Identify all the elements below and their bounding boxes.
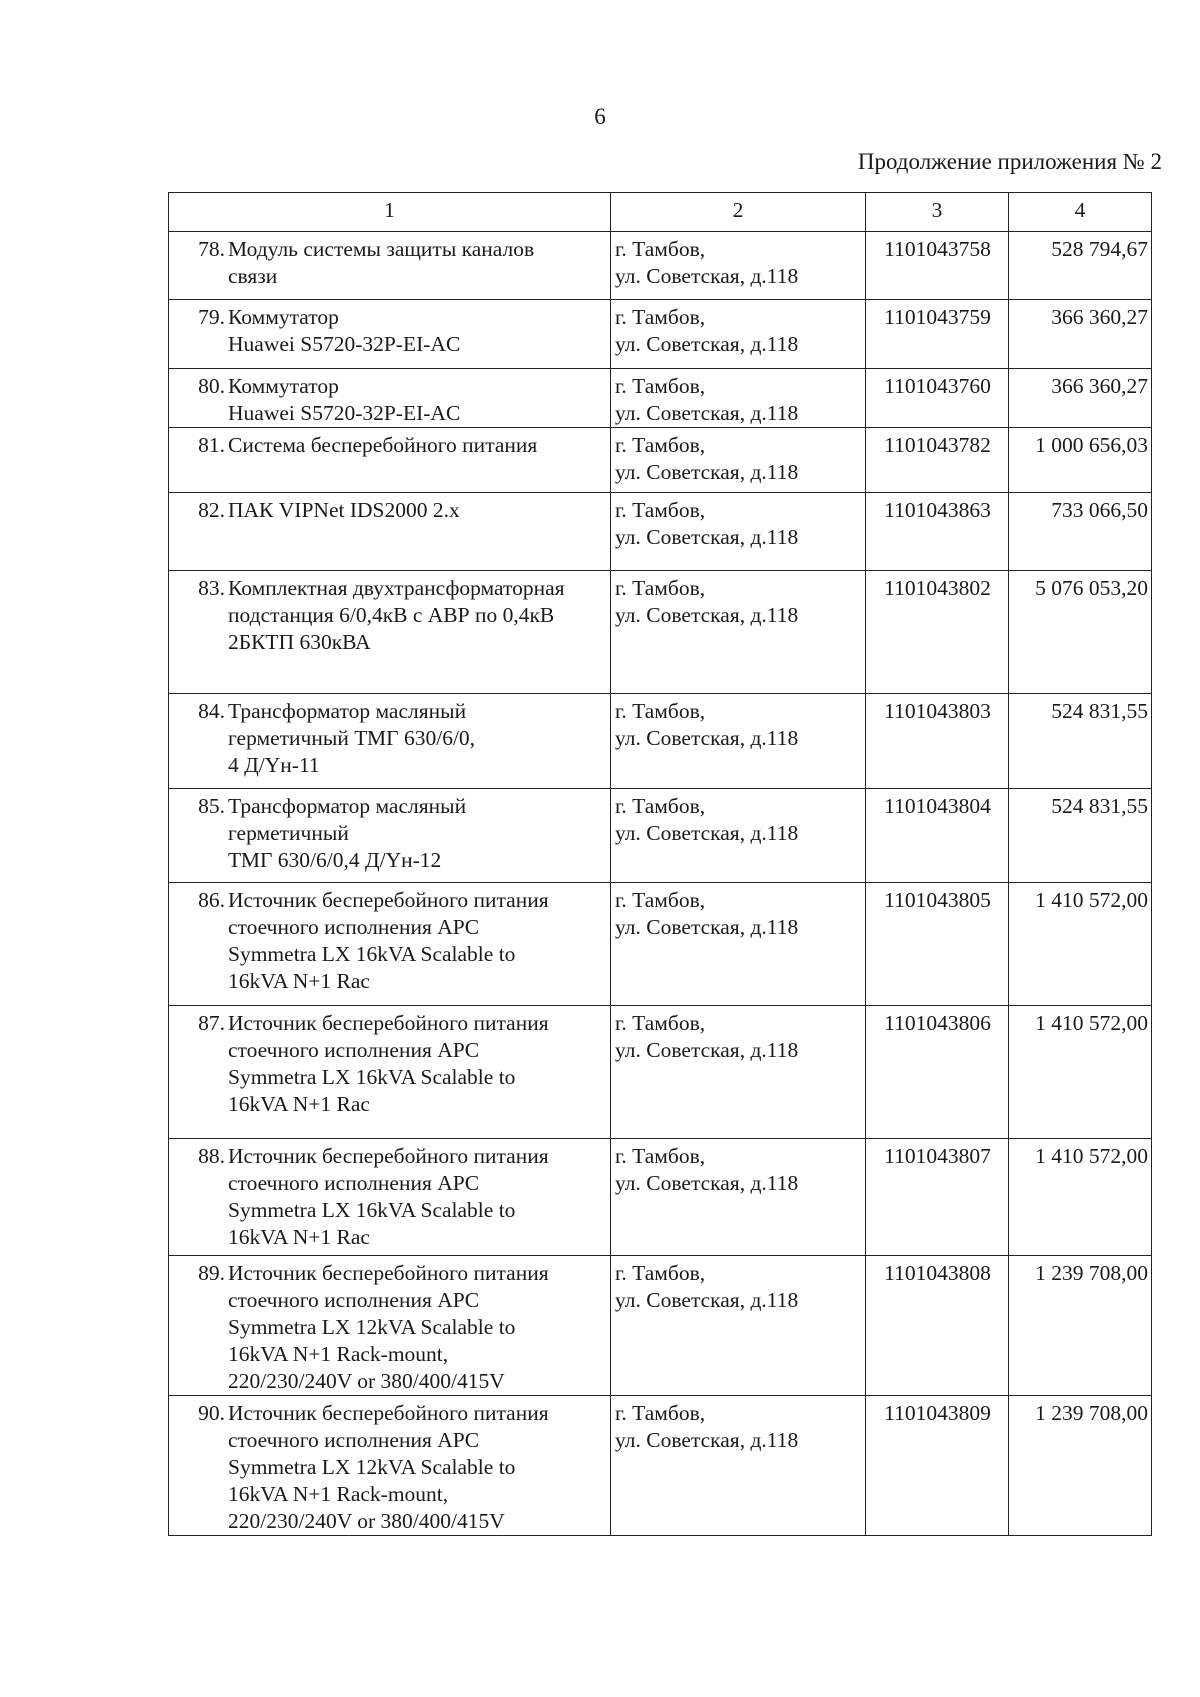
item-name: Источник бесперебойного питания стоечного исполнения APC Symmetra LX 12kVA Scalable to 16kVA N+1 Rack-mount, 220/230/240V or 380/400/415V [228, 1261, 549, 1393]
continuation-title: Продолжение приложения № 2 [857, 149, 1162, 174]
item-address: г. Тамбов, ул. Советская, д.118 [611, 428, 866, 493]
item-number: 84. [198, 699, 225, 723]
item-number: 88. [198, 1144, 225, 1168]
item-name-cell [169, 428, 611, 493]
header-col-1: 1 [169, 193, 611, 232]
inventory-number: 1101043804 [866, 789, 1009, 883]
item-name: Источник бесперебойного питания стоечного исполнения APC Symmetra LX 16kVA Scalable to 16kVA N+1 Rac [228, 888, 549, 993]
item-name: Источник бесперебойного питания стоечного исполнения APC Symmetra LX 16kVA Scalable to 16kVA N+1 Rac [228, 1144, 549, 1249]
inventory-number: 1101043863 [866, 493, 1009, 571]
item-address: г. Тамбов, ул. Советская, д.118 [611, 883, 866, 1006]
item-name-cell [169, 493, 611, 571]
page-number: 6 [594, 104, 606, 129]
header-col-4: 4 [1009, 193, 1152, 232]
item-name: Источник бесперебойного питания стоечного исполнения APC Symmetra LX 16kVA Scalable to 16kVA N+1 Rac [228, 1011, 549, 1116]
item-address: г. Тамбов, ул. Советская, д.118 [611, 493, 866, 571]
inventory-number: 1101043806 [866, 1006, 1009, 1139]
table-row [169, 493, 1152, 571]
inventory-number: 1101043782 [866, 428, 1009, 493]
item-cost: 1 239 708,00 [1009, 1396, 1152, 1536]
item-cost: 1 000 656,03 [1009, 428, 1152, 493]
item-cost: 524 831,55 [1009, 694, 1152, 789]
inventory-number: 1101043758 [866, 232, 1009, 300]
table-row [169, 1256, 1152, 1396]
item-name-cell [169, 883, 611, 1006]
table-row [169, 428, 1152, 493]
property-table [168, 192, 1152, 1536]
item-address: г. Тамбов, ул. Советская, д.118 [611, 694, 866, 789]
item-address: г. Тамбов, ул. Советская, д.118 [611, 1006, 866, 1139]
item-name-cell [169, 1139, 611, 1256]
inventory-number: 1101043802 [866, 571, 1009, 694]
item-number: 81. [198, 433, 225, 457]
item-name-cell [169, 300, 611, 369]
inventory-number: 1101043808 [866, 1256, 1009, 1396]
table-row [169, 369, 1152, 428]
item-number: 82. [198, 498, 225, 522]
item-name: Источник бесперебойного питания стоечного исполнения APC Symmetra LX 12kVA Scalable to 16kVA N+1 Rack-mount, 220/230/240V or 380/400/415V [228, 1401, 549, 1533]
item-name: Система бесперебойного питания [228, 433, 538, 457]
header-col-3: 3 [866, 193, 1009, 232]
item-name-cell [169, 571, 611, 694]
table-row [169, 883, 1152, 1006]
inventory-number: 1101043760 [866, 369, 1009, 428]
item-number: 80. [198, 374, 225, 398]
item-name: Трансформатор масляный герметичный ТМГ 630/6/0,4 Д/Yн-12 [228, 794, 467, 872]
item-name: Комплектная двухтрансформаторная подстанция 6/0,4кВ с АВР по 0,4кВ 2БКТП 630кВА [228, 576, 565, 654]
item-number: 90. [198, 1401, 225, 1425]
inventory-number: 1101043809 [866, 1396, 1009, 1536]
item-number: 89. [198, 1261, 225, 1285]
table-row [169, 571, 1152, 694]
inventory-number: 1101043807 [866, 1139, 1009, 1256]
item-cost: 1 239 708,00 [1009, 1256, 1152, 1396]
inventory-number: 1101043803 [866, 694, 1009, 789]
item-name-cell [169, 1006, 611, 1139]
item-name-cell [169, 1256, 611, 1396]
item-name: ПАК VIPNet IDS2000 2.x [228, 498, 460, 522]
item-name-cell [169, 694, 611, 789]
item-cost: 733 066,50 [1009, 493, 1152, 571]
table-row [169, 1139, 1152, 1256]
item-address: г. Тамбов, ул. Советская, д.118 [611, 232, 866, 300]
item-cost: 366 360,27 [1009, 300, 1152, 369]
item-address: г. Тамбов, ул. Советская, д.118 [611, 1256, 866, 1396]
item-number: 78. [198, 237, 225, 261]
item-name: Трансформатор масляный герметичный ТМГ 630/6/0, 4 Д/Yн-11 [228, 699, 476, 777]
inventory-number: 1101043805 [866, 883, 1009, 1006]
item-address: г. Тамбов, ул. Советская, д.118 [611, 369, 866, 428]
table-row [169, 232, 1152, 300]
item-address: г. Тамбов, ул. Советская, д.118 [611, 1139, 866, 1256]
item-name-cell [169, 789, 611, 883]
item-name: Коммутатор Huawei S5720-32P-EI-AC [228, 305, 461, 356]
item-cost: 1 410 572,00 [1009, 1006, 1152, 1139]
item-number: 83. [198, 576, 225, 600]
item-cost: 1 410 572,00 [1009, 1139, 1152, 1256]
header-row [169, 193, 1152, 232]
item-address: г. Тамбов, ул. Советская, д.118 [611, 300, 866, 369]
item-cost: 366 360,27 [1009, 369, 1152, 428]
item-number: 85. [198, 794, 225, 818]
item-address: г. Тамбов, ул. Советская, д.118 [611, 1396, 866, 1536]
item-name-cell [169, 232, 611, 300]
item-name: Модуль системы защиты каналов связи [228, 237, 535, 288]
item-cost: 5 076 053,20 [1009, 571, 1152, 694]
item-number: 79. [198, 305, 225, 329]
table-row [169, 1006, 1152, 1139]
item-cost: 528 794,67 [1009, 232, 1152, 300]
item-name-cell [169, 1396, 611, 1536]
table-row [169, 300, 1152, 369]
table-row [169, 1396, 1152, 1536]
inventory-number: 1101043759 [866, 300, 1009, 369]
item-cost: 1 410 572,00 [1009, 883, 1152, 1006]
item-cost: 524 831,55 [1009, 789, 1152, 883]
item-name: Коммутатор Huawei S5720-32P-EI-AC [228, 374, 461, 425]
item-name-cell [169, 369, 611, 428]
item-address: г. Тамбов, ул. Советская, д.118 [611, 571, 866, 694]
header-col-2: 2 [611, 193, 866, 232]
item-number: 86. [198, 888, 225, 912]
table-row [169, 694, 1152, 789]
item-number: 87. [198, 1011, 225, 1035]
table-row [169, 789, 1152, 883]
item-address: г. Тамбов, ул. Советская, д.118 [611, 789, 866, 883]
